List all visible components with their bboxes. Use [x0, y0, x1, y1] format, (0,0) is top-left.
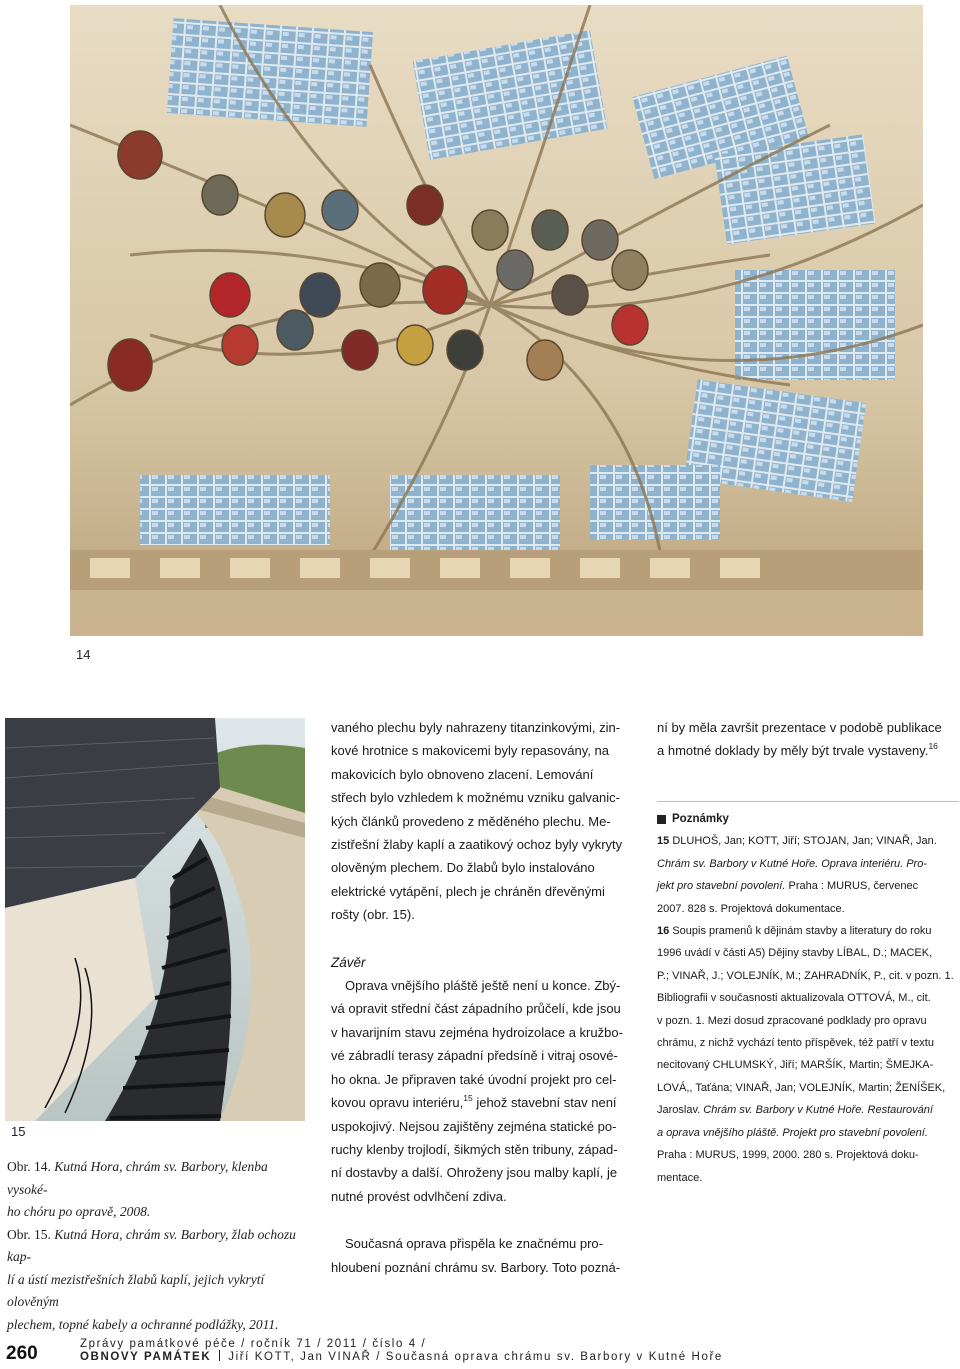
figure-15-number: 15: [11, 1124, 26, 1139]
figure-captions: [7, 1156, 307, 1336]
caption-fig15-line3: plechem, topné kabely a ochranné podlážky, 2011.: [7, 1316, 279, 1332]
footnotes: [657, 808, 959, 1189]
paragraph: [331, 716, 636, 927]
text-line: vaného plechu byly nahrazeny titanzinkovými, zin-: [331, 720, 621, 735]
square-bullet-icon: [657, 815, 666, 824]
paragraph: [331, 1232, 636, 1255]
footer-journal-line: Zprávy památkové péče / ročník 71 / 2011 / číslo 4 /: [80, 1338, 427, 1350]
section-heading-zaver: Závěr: [331, 954, 366, 970]
figure-14-vault-photo: [70, 5, 923, 636]
running-footer: [80, 1338, 955, 1363]
footnote-ref-15[interactable]: 15: [463, 1093, 473, 1104]
text-line: elektrické vytápění, plech je chráněn dřevěnými: [331, 883, 605, 899]
figure-14-number: 14: [76, 647, 91, 662]
figure-15-gutter-photo: [5, 718, 305, 1121]
text-line: olověným plechem. Do žlabů bylo instalováno: [331, 860, 595, 876]
caption-fig15-line2: lí a ústí mezistřešních žlabů kaplí, jejich vykrytí olověným: [7, 1271, 265, 1309]
text-line: v havarijním stavu zejména hydroizolace a kružbo-: [331, 1024, 623, 1040]
footer-journal-title: OBNOVY PAMÁTEK: [80, 1351, 212, 1363]
notes-heading: Poznámky: [657, 808, 959, 830]
caption-fig14-line1: Obr. 14. Kutná Hora, chrám sv. Barbory, klenba vysoké-: [7, 1159, 268, 1197]
text-line: kové hrotnice s makovicemi byly repasovány, na: [331, 743, 609, 759]
text-line: ruchy klenby trojlodí, šikmých stěn tribuny, západ-: [331, 1141, 618, 1157]
text-line: kovou opravu interiéru,$^{15}$ jehož stavební stav není: [331, 1093, 617, 1111]
note-15: 15 DLUHOŠ, Jan; KOTT, Jiří; STOJAN, Jan; VINAŘ, Jan. Chrám sv. Barbory v Kutné Hoře. Oprava interiéru. Pro- jekt pro stavební povolení. Praha : MURUS, červenec 2007. 828 s. Projektová dokumentace.: [657, 835, 937, 915]
article-column-right: [657, 716, 959, 763]
notes-divider: [657, 801, 959, 802]
text-line: a hmotné doklady by měly být trvale vystaveny.$^{16}$: [657, 741, 938, 759]
text-line: Současná oprava přispěla ke značnému pro-: [345, 1236, 603, 1252]
footnote-ref-16[interactable]: 16: [928, 741, 938, 752]
gutter-illustration: [5, 718, 305, 1121]
paragraph: [331, 974, 636, 997]
text-line: vá opravit střední část západního průčelí, kde jsou: [331, 1001, 621, 1017]
caption-fig15-line1: Obr. 15. Kutná Hora, chrám sv. Barbory, žlab ochozu kap-: [7, 1226, 296, 1264]
text-line: střech bylo vzhledem k možnému vzniku galvanic-: [331, 790, 621, 806]
text-line: nutné provést odvlhčení zdiva.: [331, 1188, 507, 1204]
text-line: rošty (obr. 15).: [331, 907, 415, 923]
caption-fig14-line2: ho chóru po opravě, 2008.: [7, 1204, 151, 1219]
note-16: 16 Soupis pramenů k dějinám stavby a literatury do roku 1996 uvádí v části A5) Dějiny stavby LÍBAL, D.; MACEK, P.; VINAŘ, J.; VOLEJNÍK, M.; ZAHRADNÍK, P., cit. v pozn. 1. Bibliografii v současnosti aktualizovala OTTOVÁ, M., cit. v pozn. 1. Mezi dosud zpracované podklady pro opravu chrámu, z nichž vychází tento příspěvek, též patří v textu necitovaný CHLUMSKÝ, Jiří; MARŠÍK, Martin; ŠMEJKA- LOVÁ,, Taťána; VINAŘ, Jan; VOLEJNÍK, Martin; ŽENÍŠEK, Jaroslav. Chrám sv. Barbory v Kutné Hoře. Restaurování a oprava vnějšího pláště. Projekt pro stavební povolení. Praha : MURUS, 1999, 2000. 280 s. Projektová doku- mentace.: [657, 925, 954, 1184]
page-number: 260: [6, 1343, 38, 1364]
text-line: uspokojivý. Nejsou zajištěny zejména statické po-: [331, 1118, 617, 1134]
text-line: hloubení poznání chrámu sv. Barbory. Toto pozná-: [331, 1259, 621, 1275]
text-line: vé zábradlí terasy západní předsíně i vitraj osové-: [331, 1048, 618, 1064]
text-line: kých článků provedeno z měděného plechu. Me-: [331, 813, 611, 829]
text-line: ho okna. Je připraven také úvodní projekt pro cel-: [331, 1071, 617, 1087]
paragraph: [331, 997, 636, 1208]
text-line: Oprava vnějšího pláště ještě není u konce. Zbý-: [345, 978, 621, 994]
footer-article-line: OBNOVY PAMÁTEK Jiří KOTT, Jan VINAŘ / Současná oprava chrámu sv. Barbory v Kutné Hoře: [80, 1351, 723, 1363]
vault-illustration: [70, 5, 923, 636]
text-line: ní dostavby a další. Ohroženy jsou malby kaplí, je: [331, 1165, 618, 1181]
text-line: ní by měla završit prezentace v podobě publikace: [657, 720, 942, 735]
article-column-middle: [331, 716, 636, 1279]
text-line: zistřešní žlaby kaplí a zaatikový ochoz byly vykryty: [331, 837, 623, 853]
text-line: makovicích bylo obnoveno zlacení. Lemování: [331, 766, 594, 782]
